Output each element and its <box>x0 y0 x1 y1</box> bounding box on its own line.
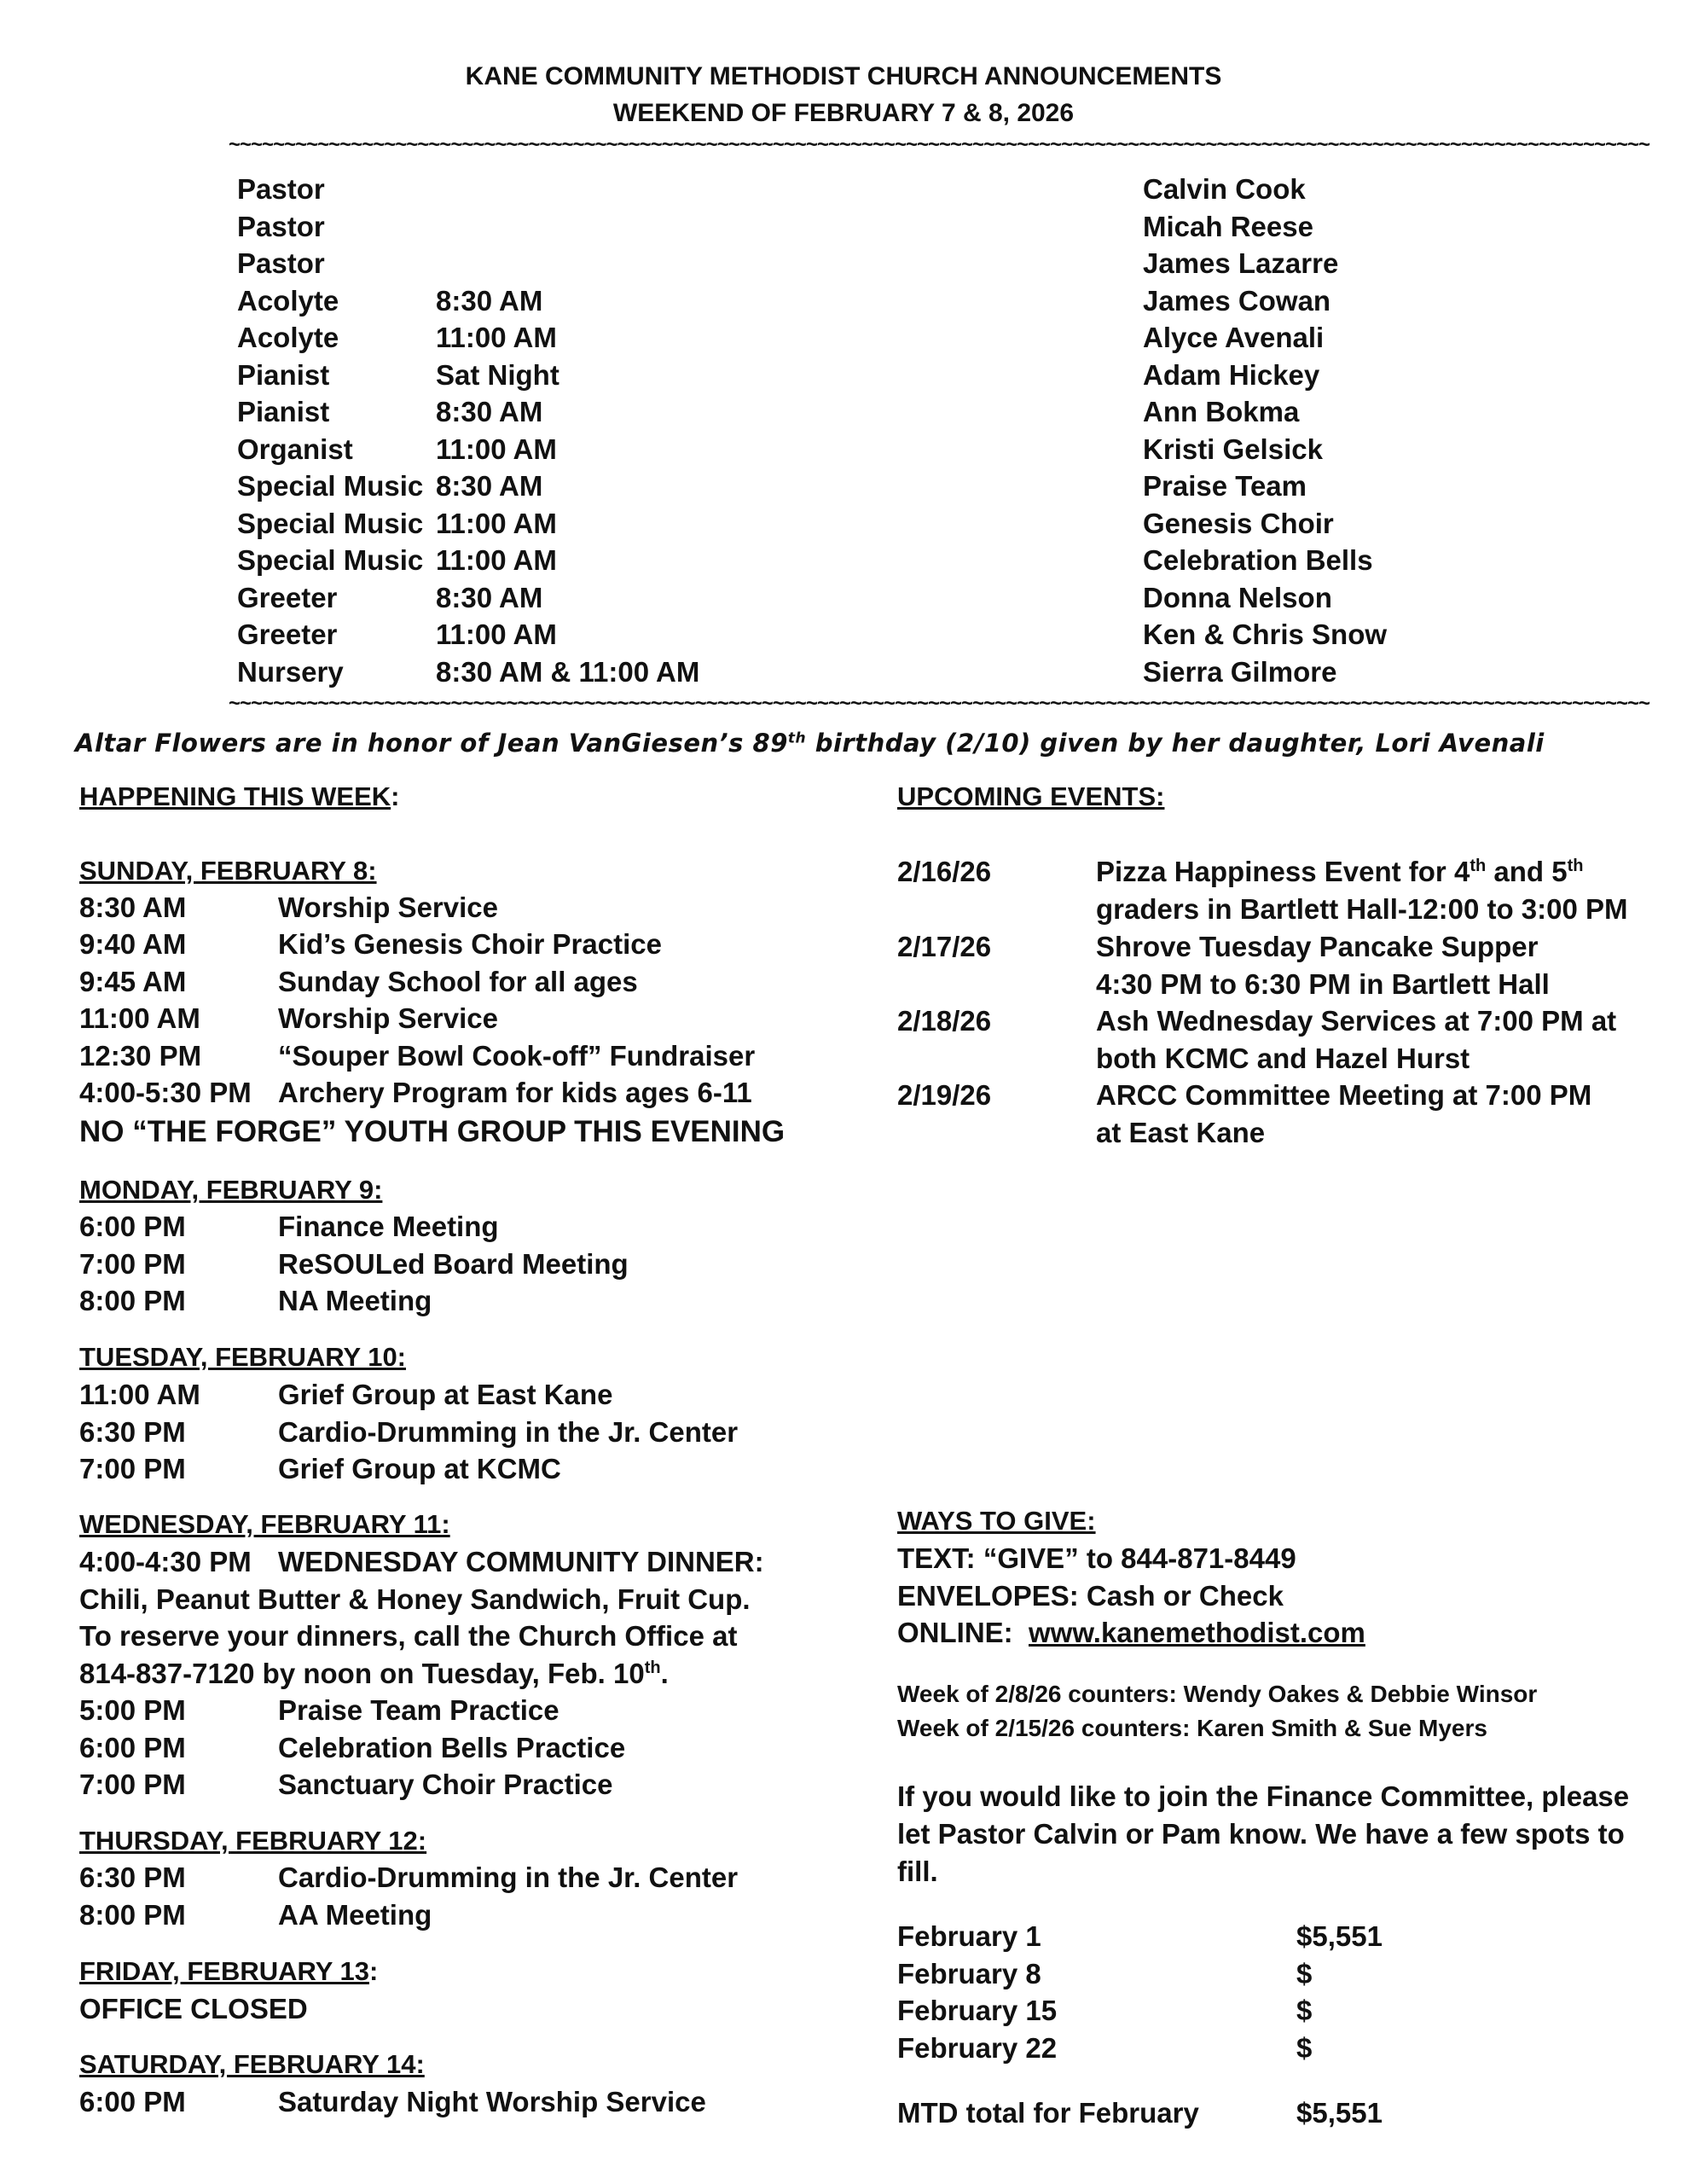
page-subtitle: WEEKEND OF FEBRUARY 7 & 8, 2026 <box>612 99 1075 127</box>
role-person: Praise Team <box>1143 470 1307 502</box>
upcoming-event: 2/16/26 Pizza Happiness Event for 4th and 5th graders in Bartlett Hall-12:00 to 3:00 PM <box>897 856 1628 925</box>
friday-heading: FRIDAY, FEBRUARY 13: <box>79 1956 379 1986</box>
role-row <box>237 579 1431 617</box>
role-person: Kristi Gelsick <box>1143 433 1323 465</box>
role-label: Pastor <box>237 211 325 242</box>
upcoming-event: 2/19/26 ARCC Committee Meeting at 7:00 PM at East Kane <box>897 1079 1592 1148</box>
role-row <box>237 245 1431 282</box>
role-label: Special Music <box>237 470 424 502</box>
role-person: Micah Reese <box>1143 211 1313 242</box>
dinner-menu: Chili, Peanut Butter & Honey Sandwich, Fruit Cup. <box>79 1583 751 1615</box>
offering-row: February 8 $ <box>897 1958 1313 1989</box>
happening-heading: HAPPENING THIS WEEK: <box>79 781 400 811</box>
role-person: Sierra Gilmore <box>1143 656 1337 688</box>
role-person: Genesis Choir <box>1143 508 1334 539</box>
role-time: 11:00 AM <box>436 619 557 650</box>
wednesday-heading: WEDNESDAY, FEBRUARY 11: <box>79 1509 450 1539</box>
role-row <box>237 171 1431 208</box>
upcoming-event: 2/17/26 Shrove Tuesday Pancake Supper 4:30 PM to 6:30 PM in Bartlett Hall <box>897 931 1550 1000</box>
counters-week-2: Week of 2/15/26 counters: Karen Smith & Sue Myers <box>897 1715 1487 1741</box>
role-row <box>237 616 1431 653</box>
offering-row: February 1 $5,551 <box>897 1920 1383 1952</box>
role-time: 11:00 AM <box>436 508 557 539</box>
top-divider: ~~~~~~~~~~~~~~~~~~~~~~~~~~~~~~~~~~~~~~~~~~~~~~~~~~~~~~~~~~~~~~~~~~~~~~~~~~~~~~~~~~~~~~~~~~~~~~~~~~~~~~~~~~~~~~~~~~~~~~~~~~~~~~~~ <box>229 133 1649 156</box>
give-envelopes: ENVELOPES: Cash or Check <box>897 1580 1284 1612</box>
role-person: Celebration Bells <box>1143 544 1373 576</box>
counters-week-1: Week of 2/8/26 counters: Wendy Oakes & Debbie Winsor <box>897 1681 1538 1707</box>
role-label: Greeter <box>237 619 338 650</box>
role-row <box>237 505 1431 543</box>
offering-row: February 15 $ <box>897 1995 1313 2026</box>
role-time: 11:00 AM <box>436 544 557 576</box>
role-row <box>237 653 1431 691</box>
role-row <box>237 282 1431 320</box>
role-person: Alyce Avenali <box>1143 322 1325 353</box>
role-person: James Cowan <box>1143 285 1331 317</box>
give-online: ONLINE: www.kanemethodist.com <box>897 1617 1365 1648</box>
role-person: James Lazarre <box>1143 247 1339 279</box>
offering-row: February 22 $ <box>897 2032 1313 2064</box>
role-time: 8:30 AM <box>436 470 543 502</box>
give-text: TEXT: “GIVE” to 844-871-8449 <box>897 1542 1296 1574</box>
role-label: Pastor <box>237 247 325 279</box>
role-time: 8:30 AM <box>436 396 543 427</box>
role-time: 8:30 AM <box>436 582 543 613</box>
ways-to-give-heading: WAYS TO GIVE: <box>897 1506 1096 1536</box>
role-label: Pianist <box>237 396 330 427</box>
role-label: Pianist <box>237 359 330 391</box>
youth-group-note: NO “THE FORGE” YOUTH GROUP THIS EVENING <box>79 1115 786 1148</box>
monday-heading: MONDAY, FEBRUARY 9: <box>79 1175 383 1205</box>
role-label: Greeter <box>237 582 338 613</box>
role-label: Acolyte <box>237 285 339 317</box>
role-person: Adam Hickey <box>1143 359 1320 391</box>
role-person: Ann Bokma <box>1143 396 1300 427</box>
website-link[interactable]: www.kanemethodist.com <box>1029 1617 1365 1648</box>
role-time: Sat Night <box>436 359 559 391</box>
role-time: 11:00 AM <box>436 322 557 353</box>
role-label: Special Music <box>237 544 424 576</box>
role-row <box>237 208 1431 246</box>
role-label: Pastor <box>237 173 325 205</box>
thursday-heading: THURSDAY, FEBRUARY 12: <box>79 1826 427 1856</box>
role-label: Organist <box>237 433 353 465</box>
upcoming-heading: UPCOMING EVENTS: <box>897 781 1165 811</box>
role-label: Nursery <box>237 656 344 688</box>
role-label: Acolyte <box>237 322 339 353</box>
upcoming-event: 2/18/26 Ash Wednesday Services at 7:00 PM at both KCMC and Hazel Hurst <box>897 1005 1617 1074</box>
role-row <box>237 319 1431 357</box>
office-closed-note: OFFICE CLOSED <box>79 1993 308 2024</box>
dinner-deadline: 814-837-7120 by noon on Tuesday, Feb. 10th. <box>79 1658 669 1689</box>
mtd-total-row: MTD total for February $5,551 <box>897 2097 1383 2129</box>
role-person: Donna Nelson <box>1143 582 1332 613</box>
role-row <box>237 542 1431 579</box>
finance-committee-note: If you would like to join the Finance Committee, please let Pastor Calvin or Pam know. We have a few spots to fill. <box>897 1780 1630 1887</box>
role-time: 8:30 AM <box>436 285 543 317</box>
role-time: 8:30 AM & 11:00 AM <box>436 656 700 688</box>
sunday-heading: SUNDAY, FEBRUARY 8: <box>79 856 377 886</box>
role-row <box>237 468 1431 505</box>
role-time: 11:00 AM <box>436 433 557 465</box>
role-person: Ken & Chris Snow <box>1143 619 1388 650</box>
dinner-reserve: To reserve your dinners, call the Church Office at <box>79 1620 738 1652</box>
role-label: Special Music <box>237 508 424 539</box>
role-row <box>237 431 1431 468</box>
tuesday-heading: TUESDAY, FEBRUARY 10: <box>79 1342 407 1372</box>
role-row <box>237 393 1431 431</box>
page-title: KANE COMMUNITY METHODIST CHURCH ANNOUNCEMENTS <box>465 62 1222 90</box>
altar-flowers-note: Altar Flowers are in honor of Jean VanGiesen’s 89th birthday (2/10) given by her daughter, Lori Avenali <box>75 729 1545 758</box>
role-row <box>237 357 1431 394</box>
bottom-divider: ~~~~~~~~~~~~~~~~~~~~~~~~~~~~~~~~~~~~~~~~~~~~~~~~~~~~~~~~~~~~~~~~~~~~~~~~~~~~~~~~~~~~~~~~~~~~~~~~~~~~~~~~~~~~~~~~~~~~~~~~~~~~~~~~ <box>229 692 1649 715</box>
saturday-heading: SATURDAY, FEBRUARY 14: <box>79 2049 425 2079</box>
role-person: Calvin Cook <box>1143 173 1306 205</box>
